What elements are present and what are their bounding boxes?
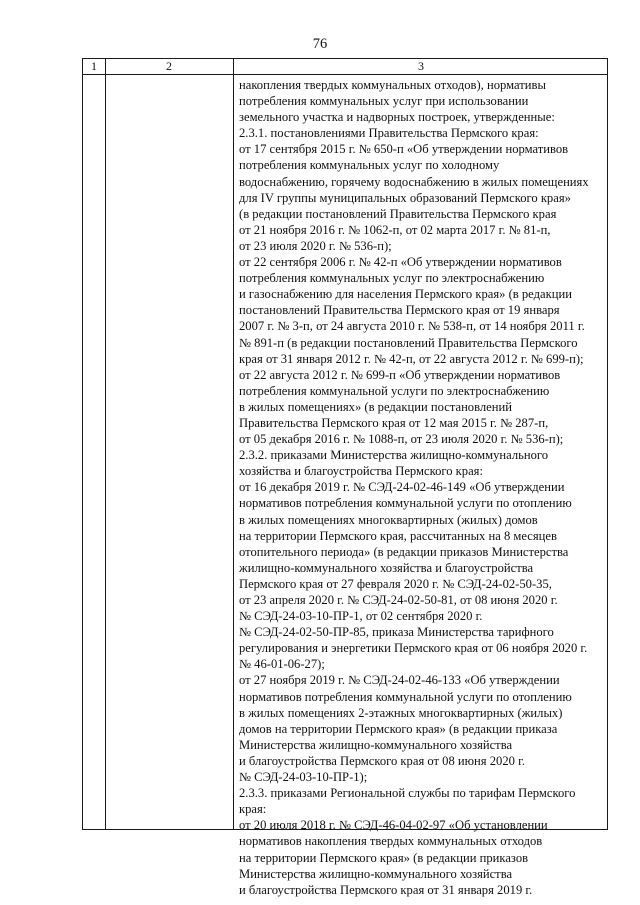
text-line: 2.3.2. приказами Министерства жилищно-коммунального: [239, 448, 549, 463]
text-line: домов на территории Пермского края» (в редакции приказа: [239, 721, 558, 736]
text-line: потребления коммунальной услуги по электроснабжению: [239, 383, 550, 398]
column-divider-1: [105, 59, 106, 829]
text-line: от 27 ноября 2019 г. № СЭД-24-02-46-133 «Об утверждении: [239, 673, 560, 688]
text-line: от 16 декабря 2019 г. № СЭД-24-02-46-149 «Об утверждении: [239, 480, 565, 495]
text-line: края:: [239, 802, 267, 817]
text-line: на территории Пермского края, рассчитанных на 8 месяцев: [239, 528, 557, 543]
text-line: постановлений Правительства Пермского края от 19 января: [239, 303, 560, 318]
table-text-cell: [239, 77, 607, 898]
text-line: в жилых помещениях 2-этажных многоквартирных (жилых): [239, 705, 563, 720]
column-header-1: 1: [91, 59, 97, 73]
text-line: 2.3.3. приказами Региональной службы по тарифам Пермского: [239, 786, 576, 801]
text-line: для IV группы муниципальных образований Пермского края»: [239, 190, 571, 205]
text-line: водоснабжению, горячему водоснабжению в жилых помещениях: [239, 174, 589, 189]
text-line: от 20 июля 2018 г. № СЭД-46-04-02-97 «Об установлении: [239, 818, 548, 833]
text-line: на территории Пермского края» (в редакции приказов: [239, 850, 529, 865]
text-line: в жилых помещениях» (в редакции постановлений: [239, 399, 512, 414]
text-line: хозяйства и благоустройства Пермского края:: [239, 464, 483, 479]
text-line: от 22 августа 2012 г. № 699-п «Об утверждении нормативов: [239, 367, 561, 382]
text-line: от 23 апреля 2020 г. № СЭД-24-02-50-81, от 08 июня 2020 г.: [239, 593, 558, 607]
text-line: (в редакции постановлений Правительства Пермского края: [239, 206, 557, 221]
page-number: 76: [312, 36, 328, 52]
text-line: Министерства жилищно-коммунального хозяйства: [239, 737, 513, 752]
text-line: накопления твердых коммунальных отходов), нормативы: [239, 78, 546, 92]
column-header-3: 3: [418, 59, 424, 73]
text-line: от 22 сентября 2006 г. № 42-п «Об утверждении нормативов: [239, 255, 562, 270]
text-line: Министерства жилищно-коммунального хозяйства: [239, 866, 513, 881]
text-line: от 21 ноября 2016 г. № 1062-п, от 02 марта 2017 г. № 81-п,: [239, 222, 551, 237]
text-line: потребления коммунальных услуг при использовании: [239, 94, 529, 109]
text-line: регулирования и энергетики Пермского края от 06 ноября 2020 г.: [239, 641, 588, 656]
header-divider: [83, 74, 607, 75]
column-divider-2: [233, 59, 234, 829]
text-line: в жилых помещениях многоквартирных (жилых) домов: [239, 512, 538, 527]
text-line: Пермского края от 27 февраля 2020 г. № СЭД-24-02-50-35,: [239, 576, 552, 591]
column-header-2: 2: [166, 59, 172, 73]
text-line: от 17 сентября 2015 г. № 650-п «Об утверждении нормативов: [239, 142, 569, 157]
text-line: нормативов потребления коммунальной услуги по отоплению: [239, 689, 572, 704]
text-line: и благоустройства Пермского края от 31 января 2019 г.: [239, 882, 533, 897]
text-line: от 05 декабря 2016 г. № 1088-п, от 23 июля 2020 г. № 536-п);: [239, 432, 564, 447]
text-line: № СЭД-24-03-10-ПР-1, от 02 сентября 2020 г.: [239, 609, 483, 624]
text-line: и газоснабжению для населения Пермского края» (в редакции: [239, 287, 572, 302]
text-line: жилищно-коммунального хозяйства и благоустройства: [239, 560, 534, 575]
text-line: от 23 июля 2020 г. № 536-п);: [239, 238, 392, 253]
text-line: нормативов потребления коммунальной услуги по отоплению: [239, 496, 572, 511]
text-line: нормативов накопления твердых коммунальных отходов: [239, 834, 543, 849]
text-line: отопительного периода» (в редакции приказов Министерства: [239, 544, 569, 559]
text-line: потребления коммунальных услуг по холодному: [239, 158, 500, 173]
text-line: края от 31 января 2012 г. № 42-п, от 22 августа 2012 г. № 699-п);: [239, 351, 584, 366]
text-line: № СЭД-24-03-10-ПР-1);: [239, 770, 368, 785]
text-line: 2007 г. № 3-п, от 24 августа 2010 г. № 538-п, от 14 ноября 2011 г.: [239, 319, 585, 334]
text-line: земельного участка и надворных построек, утвержденные:: [239, 110, 555, 125]
text-line: Правительства Пермского края от 12 мая 2015 г. № 287-п,: [239, 415, 549, 430]
text-line: 2.3.1. постановлениями Правительства Пермского края:: [239, 126, 539, 141]
text-line: № 46-01-06-27);: [239, 657, 325, 672]
document-table: [82, 58, 608, 897]
text-line: потребления коммунальных услуг по электроснабжению: [239, 271, 545, 286]
text-line: № СЭД-24-02-50-ПР-85, приказа Министерства тарифного: [239, 625, 554, 640]
text-line: № 891-п (в редакции постановлений Правительства Пермского: [239, 335, 578, 350]
text-line: и благоустройства Пермского края от 08 июня 2020 г.: [239, 753, 525, 768]
